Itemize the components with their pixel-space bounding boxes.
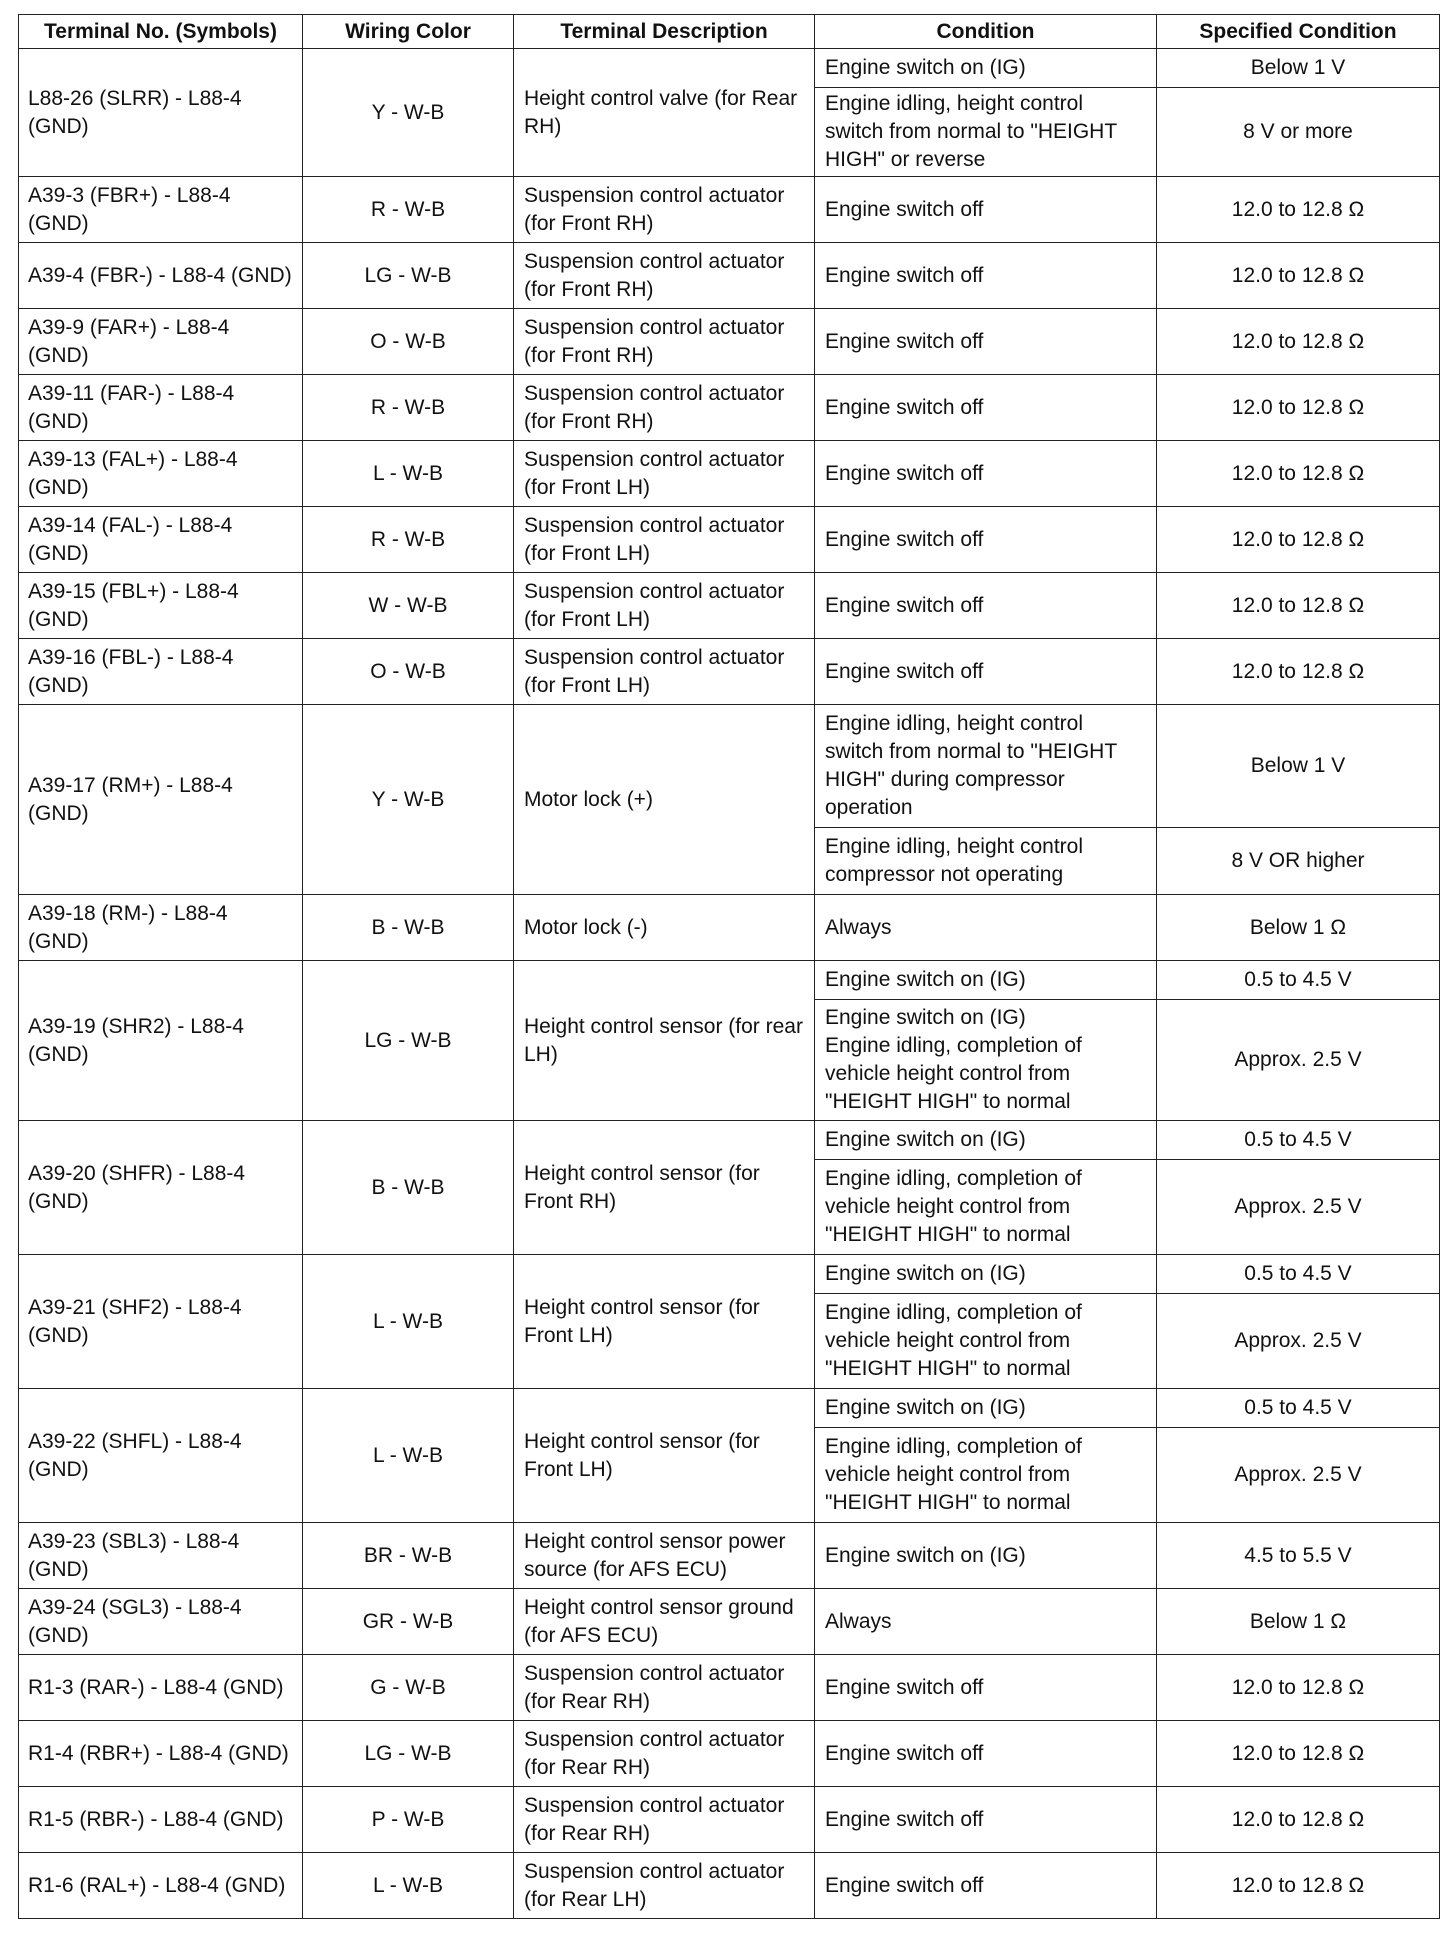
cell-condition: Engine switch off xyxy=(815,177,1157,243)
cell-condition: Engine switch off xyxy=(815,243,1157,309)
cell-terminal-description: Suspension control actuator (for Front LH) xyxy=(514,639,815,705)
cell-condition: Engine switch on (IG) xyxy=(815,1121,1157,1160)
cell-condition: Engine switch off xyxy=(815,1721,1157,1787)
cell-terminal: R1-5 (RBR-) - L88-4 (GND) xyxy=(19,1787,303,1853)
cell-wiring-color: BR - W-B xyxy=(303,1523,514,1589)
cell-condition: Engine switch off xyxy=(815,1853,1157,1919)
table-row xyxy=(19,49,1440,88)
cell-condition: Engine switch on (IG) Engine idling, completion of vehicle height control from "HEIGHT HIGH" to normal xyxy=(815,1000,1157,1121)
cell-terminal-description: Suspension control actuator (for Front LH) xyxy=(514,441,815,507)
cell-specified-condition: Approx. 2.5 V xyxy=(1157,1000,1440,1121)
cell-specified-condition: Below 1 V xyxy=(1157,705,1440,828)
header-terminal: Terminal No. (Symbols) xyxy=(19,15,303,49)
cell-terminal: A39-9 (FAR+) - L88-4 (GND) xyxy=(19,309,303,375)
cell-condition: Engine switch off xyxy=(815,309,1157,375)
cell-terminal-description: Suspension control actuator (for Rear LH) xyxy=(514,1853,815,1919)
table-row xyxy=(19,1589,1440,1655)
cell-condition: Engine switch on (IG) xyxy=(815,1255,1157,1294)
cell-specified-condition: 12.0 to 12.8 Ω xyxy=(1157,375,1440,441)
table-row xyxy=(19,375,1440,441)
cell-terminal: R1-4 (RBR+) - L88-4 (GND) xyxy=(19,1721,303,1787)
cell-terminal-description: Height control sensor ground (for AFS ECU) xyxy=(514,1589,815,1655)
cell-terminal-description: Suspension control actuator (for Rear RH) xyxy=(514,1787,815,1853)
cell-condition: Engine switch on (IG) xyxy=(815,49,1157,88)
cell-terminal-description: Motor lock (-) xyxy=(514,895,815,961)
cell-wiring-color: LG - W-B xyxy=(303,243,514,309)
cell-specified-condition: 12.0 to 12.8 Ω xyxy=(1157,1787,1440,1853)
cell-terminal-description: Height control sensor (for Front RH) xyxy=(514,1121,815,1255)
cell-terminal-description: Height control sensor (for Front LH) xyxy=(514,1255,815,1389)
cell-condition: Always xyxy=(815,895,1157,961)
cell-specified-condition: 4.5 to 5.5 V xyxy=(1157,1523,1440,1589)
table-row xyxy=(19,1721,1440,1787)
cell-specified-condition: 0.5 to 4.5 V xyxy=(1157,1255,1440,1294)
cell-condition: Engine switch off xyxy=(815,507,1157,573)
table-row xyxy=(19,1787,1440,1853)
cell-terminal: A39-17 (RM+) - L88-4 (GND) xyxy=(19,705,303,895)
cell-terminal: L88-26 (SLRR) - L88-4 (GND) xyxy=(19,49,303,177)
cell-condition: Engine idling, completion of vehicle height control from "HEIGHT HIGH" to normal xyxy=(815,1294,1157,1389)
cell-terminal-description: Suspension control actuator (for Front RH) xyxy=(514,375,815,441)
cell-condition: Engine switch on (IG) xyxy=(815,1523,1157,1589)
cell-terminal: A39-15 (FBL+) - L88-4 (GND) xyxy=(19,573,303,639)
cell-specified-condition: 0.5 to 4.5 V xyxy=(1157,1121,1440,1160)
cell-condition: Engine idling, completion of vehicle height control from "HEIGHT HIGH" to normal xyxy=(815,1428,1157,1523)
cell-terminal: A39-19 (SHR2) - L88-4 (GND) xyxy=(19,961,303,1121)
table-row xyxy=(19,705,1440,828)
table-row xyxy=(19,639,1440,705)
cell-specified-condition: Approx. 2.5 V xyxy=(1157,1160,1440,1255)
table-row xyxy=(19,309,1440,375)
header-wiring-color: Wiring Color xyxy=(303,15,514,49)
cell-specified-condition: 12.0 to 12.8 Ω xyxy=(1157,309,1440,375)
cell-wiring-color: LG - W-B xyxy=(303,961,514,1121)
cell-condition: Engine switch off xyxy=(815,375,1157,441)
cell-specified-condition: 12.0 to 12.8 Ω xyxy=(1157,1721,1440,1787)
header-specified-condition: Specified Condition xyxy=(1157,15,1440,49)
terminal-table xyxy=(18,14,1440,1919)
cell-specified-condition: 12.0 to 12.8 Ω xyxy=(1157,243,1440,309)
cell-specified-condition: Approx. 2.5 V xyxy=(1157,1428,1440,1523)
cell-condition: Engine idling, height control compressor not operating xyxy=(815,828,1157,895)
cell-specified-condition: 12.0 to 12.8 Ω xyxy=(1157,1655,1440,1721)
table-row xyxy=(19,1523,1440,1589)
cell-wiring-color: L - W-B xyxy=(303,441,514,507)
cell-wiring-color: L - W-B xyxy=(303,1255,514,1389)
cell-specified-condition: 8 V or more xyxy=(1157,88,1440,177)
cell-condition: Engine switch on (IG) xyxy=(815,961,1157,1000)
cell-terminal-description: Suspension control actuator (for Front LH) xyxy=(514,573,815,639)
cell-terminal-description: Height control sensor (for rear LH) xyxy=(514,961,815,1121)
header-condition: Condition xyxy=(815,15,1157,49)
cell-condition: Engine switch on (IG) xyxy=(815,1389,1157,1428)
cell-terminal: A39-22 (SHFL) - L88-4 (GND) xyxy=(19,1389,303,1523)
cell-terminal-description: Suspension control actuator (for Front RH) xyxy=(514,309,815,375)
table-row xyxy=(19,1853,1440,1919)
cell-specified-condition: 12.0 to 12.8 Ω xyxy=(1157,507,1440,573)
cell-terminal: A39-24 (SGL3) - L88-4 (GND) xyxy=(19,1589,303,1655)
cell-terminal: R1-3 (RAR-) - L88-4 (GND) xyxy=(19,1655,303,1721)
cell-specified-condition: Below 1 Ω xyxy=(1157,895,1440,961)
table-row xyxy=(19,177,1440,243)
header-row xyxy=(19,15,1440,49)
cell-specified-condition: 8 V OR higher xyxy=(1157,828,1440,895)
cell-condition: Engine idling, height control switch from normal to "HEIGHT HIGH" during compressor operation xyxy=(815,705,1157,828)
cell-terminal: A39-14 (FAL-) - L88-4 (GND) xyxy=(19,507,303,573)
cell-specified-condition: 12.0 to 12.8 Ω xyxy=(1157,639,1440,705)
cell-terminal: A39-11 (FAR-) - L88-4 (GND) xyxy=(19,375,303,441)
cell-terminal-description: Suspension control actuator (for Front RH) xyxy=(514,243,815,309)
cell-wiring-color: L - W-B xyxy=(303,1853,514,1919)
cell-terminal-description: Suspension control actuator (for Front RH) xyxy=(514,177,815,243)
table-row xyxy=(19,1389,1440,1428)
table-row xyxy=(19,1655,1440,1721)
table-row xyxy=(19,895,1440,961)
cell-specified-condition: 12.0 to 12.8 Ω xyxy=(1157,1853,1440,1919)
table-row xyxy=(19,961,1440,1000)
cell-specified-condition: Approx. 2.5 V xyxy=(1157,1294,1440,1389)
table-row xyxy=(19,507,1440,573)
cell-terminal: A39-3 (FBR+) - L88-4 (GND) xyxy=(19,177,303,243)
cell-wiring-color: LG - W-B xyxy=(303,1721,514,1787)
cell-wiring-color: B - W-B xyxy=(303,1121,514,1255)
cell-wiring-color: R - W-B xyxy=(303,177,514,243)
cell-wiring-color: R - W-B xyxy=(303,375,514,441)
table-row xyxy=(19,1121,1440,1160)
cell-wiring-color: L - W-B xyxy=(303,1389,514,1523)
cell-wiring-color: O - W-B xyxy=(303,639,514,705)
cell-wiring-color: Y - W-B xyxy=(303,49,514,177)
cell-specified-condition: 12.0 to 12.8 Ω xyxy=(1157,441,1440,507)
cell-terminal: A39-23 (SBL3) - L88-4 (GND) xyxy=(19,1523,303,1589)
cell-wiring-color: R - W-B xyxy=(303,507,514,573)
cell-terminal: A39-20 (SHFR) - L88-4 (GND) xyxy=(19,1121,303,1255)
cell-condition: Engine idling, height control switch from normal to "HEIGHT HIGH" or reverse xyxy=(815,88,1157,177)
cell-terminal: A39-16 (FBL-) - L88-4 (GND) xyxy=(19,639,303,705)
cell-condition: Engine switch off xyxy=(815,441,1157,507)
cell-specified-condition: Below 1 Ω xyxy=(1157,1589,1440,1655)
cell-condition: Engine switch off xyxy=(815,573,1157,639)
cell-terminal-description: Motor lock (+) xyxy=(514,705,815,895)
cell-wiring-color: B - W-B xyxy=(303,895,514,961)
cell-wiring-color: GR - W-B xyxy=(303,1589,514,1655)
cell-terminal-description: Height control sensor power source (for AFS ECU) xyxy=(514,1523,815,1589)
cell-specified-condition: Below 1 V xyxy=(1157,49,1440,88)
cell-terminal: R1-6 (RAL+) - L88-4 (GND) xyxy=(19,1853,303,1919)
cell-wiring-color: G - W-B xyxy=(303,1655,514,1721)
cell-wiring-color: O - W-B xyxy=(303,309,514,375)
cell-terminal-description: Suspension control actuator (for Front LH) xyxy=(514,507,815,573)
cell-condition: Engine switch off xyxy=(815,1787,1157,1853)
cell-specified-condition: 0.5 to 4.5 V xyxy=(1157,1389,1440,1428)
cell-terminal-description: Height control valve (for Rear RH) xyxy=(514,49,815,177)
cell-terminal: A39-18 (RM-) - L88-4 (GND) xyxy=(19,895,303,961)
cell-terminal: A39-4 (FBR-) - L88-4 (GND) xyxy=(19,243,303,309)
table-row xyxy=(19,573,1440,639)
cell-condition: Engine switch off xyxy=(815,1655,1157,1721)
cell-wiring-color: W - W-B xyxy=(303,573,514,639)
table-row xyxy=(19,441,1440,507)
cell-specified-condition: 12.0 to 12.8 Ω xyxy=(1157,177,1440,243)
cell-wiring-color: Y - W-B xyxy=(303,705,514,895)
cell-terminal-description: Suspension control actuator (for Rear RH) xyxy=(514,1655,815,1721)
table-row xyxy=(19,1255,1440,1294)
cell-terminal: A39-13 (FAL+) - L88-4 (GND) xyxy=(19,441,303,507)
cell-specified-condition: 12.0 to 12.8 Ω xyxy=(1157,573,1440,639)
cell-condition: Engine switch off xyxy=(815,639,1157,705)
terminal-table-sheet xyxy=(18,14,1439,1919)
cell-condition: Always xyxy=(815,1589,1157,1655)
header-terminal-description: Terminal Description xyxy=(514,15,815,49)
cell-terminal-description: Suspension control actuator (for Rear RH) xyxy=(514,1721,815,1787)
cell-wiring-color: P - W-B xyxy=(303,1787,514,1853)
cell-specified-condition: 0.5 to 4.5 V xyxy=(1157,961,1440,1000)
table-body xyxy=(19,49,1440,1919)
table-row xyxy=(19,243,1440,309)
cell-terminal: A39-21 (SHF2) - L88-4 (GND) xyxy=(19,1255,303,1389)
cell-condition: Engine idling, completion of vehicle height control from "HEIGHT HIGH" to normal xyxy=(815,1160,1157,1255)
cell-terminal-description: Height control sensor (for Front LH) xyxy=(514,1389,815,1523)
